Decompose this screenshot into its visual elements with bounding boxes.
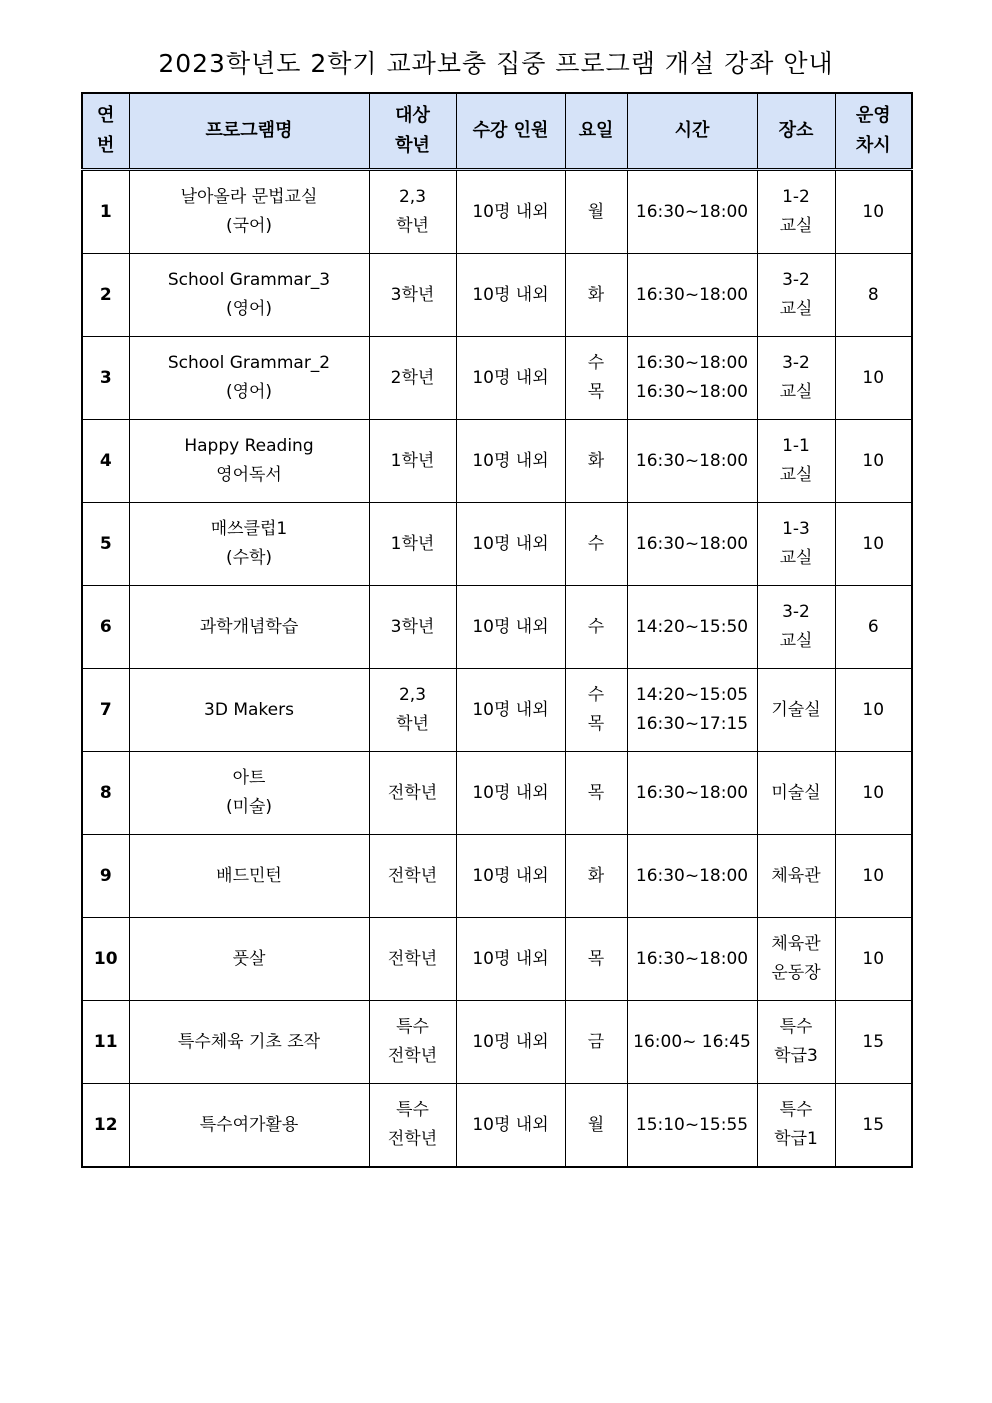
target-cell-line: 2,3 [398, 685, 427, 705]
place-cell-line: 교실 [779, 465, 813, 485]
place-cell-line: 체육관 [771, 934, 821, 954]
place-cell-line: 교실 [779, 216, 813, 236]
day-cell [565, 835, 627, 918]
header-time: 시간 [627, 93, 757, 170]
table-row [82, 752, 912, 835]
row-number-cell: 3 [82, 337, 129, 420]
place-cell [757, 420, 835, 503]
table-row [82, 503, 912, 586]
time-cell [627, 835, 757, 918]
time-cell-line: 16:30~18:00 [635, 865, 749, 886]
table-row [82, 420, 912, 503]
place-cell [757, 337, 835, 420]
capacity-cell: 10명 내외 [456, 669, 565, 752]
day-cell-line: 목 [587, 714, 605, 734]
table-row [82, 1084, 912, 1168]
target-cell-line: 전학년 [387, 782, 438, 803]
place-cell-line: 3-2 [782, 353, 810, 373]
program-cell-line: (국어) [225, 216, 273, 236]
row-number-cell: 6 [82, 586, 129, 669]
time-cell-line: 16:00~ 16:45 [633, 1031, 751, 1052]
place-cell-line: 기술실 [771, 699, 821, 720]
program-cell-line: School Grammar_3 [167, 270, 331, 290]
program-cell-line: Happy Reading [184, 436, 314, 456]
time-cell [627, 669, 757, 752]
place-cell [757, 586, 835, 669]
target-cell [369, 835, 456, 918]
place-cell-line: 체육관 [771, 865, 821, 886]
capacity-cell: 10명 내외 [456, 918, 565, 1001]
program-cell-line: 배드민턴 [216, 865, 282, 886]
sessions-cell: 6 [835, 586, 912, 669]
program-cell [129, 586, 369, 669]
program-cell-line: (영어) [225, 382, 273, 402]
row-number-cell: 1 [82, 170, 129, 254]
table-row [82, 669, 912, 752]
time-cell [627, 337, 757, 420]
sessions-cell: 10 [835, 669, 912, 752]
program-table [81, 92, 913, 1168]
place-cell [757, 170, 835, 254]
capacity-cell: 10명 내외 [456, 752, 565, 835]
table-row [82, 170, 912, 254]
program-cell [129, 1001, 369, 1084]
time-cell [627, 1001, 757, 1084]
header-target-line: 학년 [395, 135, 430, 156]
time-cell-line: 15:10~15:55 [635, 1114, 749, 1135]
time-cell-line: 16:30~17:15 [635, 714, 749, 734]
target-cell-line: 전학년 [387, 865, 438, 886]
row-number-cell: 9 [82, 835, 129, 918]
place-cell [757, 835, 835, 918]
program-cell [129, 835, 369, 918]
program-cell-line: 3D Makers [204, 699, 294, 720]
page-title: 2023학년도 2학기 교과보충 집중 프로그램 개설 강좌 안내 [158, 49, 834, 78]
place-cell-line: 3-2 [782, 602, 810, 622]
day-cell-line: 월 [587, 1114, 605, 1135]
program-cell-line: (수학) [225, 548, 273, 568]
row-number-cell: 5 [82, 503, 129, 586]
header-no [82, 93, 129, 170]
time-cell [627, 586, 757, 669]
day-cell-line: 목 [587, 382, 605, 402]
header-target [369, 93, 456, 170]
capacity-cell: 10명 내외 [456, 1084, 565, 1168]
day-cell [565, 420, 627, 503]
sessions-cell: 10 [835, 503, 912, 586]
table-row [82, 918, 912, 1001]
time-cell-line: 16:30~18:00 [635, 948, 749, 969]
target-cell [369, 170, 456, 254]
program-cell [129, 170, 369, 254]
place-cell [757, 1001, 835, 1084]
place-cell-line: 교실 [779, 382, 813, 402]
program-cell-line: 날아올라 문법교실 [180, 187, 318, 207]
program-cell [129, 1084, 369, 1168]
time-cell [627, 170, 757, 254]
program-cell [129, 752, 369, 835]
time-cell [627, 420, 757, 503]
header-place: 장소 [757, 93, 835, 170]
day-cell-line: 금 [587, 1031, 605, 1052]
place-cell-line: 1-3 [782, 519, 810, 539]
table-row [82, 337, 912, 420]
program-cell-line: 영어독서 [216, 465, 282, 485]
place-cell-line: 운동장 [771, 963, 821, 983]
header-day: 요일 [565, 93, 627, 170]
target-cell-line: 특수 [396, 1017, 429, 1037]
time-cell-line: 14:20~15:05 [635, 685, 749, 705]
program-cell [129, 918, 369, 1001]
day-cell [565, 1001, 627, 1084]
place-cell-line: 학급1 [774, 1129, 818, 1149]
time-cell [627, 752, 757, 835]
capacity-cell: 10명 내외 [456, 337, 565, 420]
day-cell-line: 화 [587, 865, 605, 886]
place-cell-line: 특수 [779, 1017, 813, 1037]
capacity-cell: 10명 내외 [456, 1001, 565, 1084]
time-cell-line: 16:30~18:00 [635, 201, 749, 222]
program-cell [129, 503, 369, 586]
sessions-cell: 10 [835, 170, 912, 254]
header-sessions [835, 93, 912, 170]
target-cell-line: 3학년 [390, 284, 435, 305]
target-cell-line: 2,3 [398, 187, 427, 207]
row-number-cell: 11 [82, 1001, 129, 1084]
place-cell-line: 학급3 [774, 1046, 818, 1066]
table-row [82, 1001, 912, 1084]
day-cell-line: 수 [587, 616, 605, 637]
program-cell [129, 420, 369, 503]
target-cell-line: 학년 [396, 714, 429, 734]
place-cell [757, 918, 835, 1001]
program-cell-line: (미술) [225, 797, 273, 817]
target-cell-line: 2학년 [390, 367, 435, 388]
place-cell [757, 669, 835, 752]
target-cell [369, 254, 456, 337]
time-cell [627, 1084, 757, 1168]
program-cell [129, 669, 369, 752]
table-row [82, 835, 912, 918]
program-cell-line: (영어) [225, 299, 273, 319]
time-cell-line: 16:30~18:00 [635, 382, 749, 402]
program-cell-line: 특수체육 기초 조작 [177, 1031, 321, 1052]
sessions-cell: 10 [835, 752, 912, 835]
capacity-cell: 10명 내외 [456, 254, 565, 337]
place-cell [757, 254, 835, 337]
place-cell-line: 미술실 [771, 782, 821, 803]
program-cell-line: 특수여가활용 [199, 1114, 299, 1135]
header-sessions-line: 차시 [855, 135, 891, 156]
program-cell-line: School Grammar_2 [167, 353, 331, 373]
header-sessions-line: 운영 [855, 105, 891, 126]
header-program: 프로그램명 [129, 93, 369, 170]
target-cell [369, 752, 456, 835]
program-cell-line: 풋살 [232, 948, 266, 969]
place-cell [757, 752, 835, 835]
time-cell [627, 254, 757, 337]
place-cell-line: 1-2 [782, 187, 810, 207]
time-cell-line: 16:30~18:00 [635, 533, 749, 554]
row-number-cell: 10 [82, 918, 129, 1001]
target-cell [369, 337, 456, 420]
table-row [82, 254, 912, 337]
place-cell-line: 1-1 [782, 436, 810, 456]
capacity-cell: 10명 내외 [456, 503, 565, 586]
day-cell [565, 254, 627, 337]
sessions-cell: 15 [835, 1001, 912, 1084]
day-cell [565, 586, 627, 669]
place-cell-line: 3-2 [782, 270, 810, 290]
place-cell-line: 교실 [779, 631, 813, 651]
table-row [82, 586, 912, 669]
target-cell [369, 503, 456, 586]
time-cell-line: 16:30~18:00 [635, 353, 749, 373]
target-cell-line: 학년 [396, 216, 429, 236]
capacity-cell: 10명 내외 [456, 835, 565, 918]
sessions-cell: 10 [835, 337, 912, 420]
target-cell [369, 1084, 456, 1168]
header-no-line: 연 [97, 105, 115, 126]
row-number-cell: 8 [82, 752, 129, 835]
sessions-cell: 10 [835, 918, 912, 1001]
row-number-cell: 2 [82, 254, 129, 337]
row-number-cell: 7 [82, 669, 129, 752]
day-cell [565, 752, 627, 835]
day-cell [565, 337, 627, 420]
table-header-row [82, 93, 912, 170]
target-cell [369, 586, 456, 669]
day-cell-line: 화 [587, 450, 605, 471]
day-cell [565, 669, 627, 752]
day-cell-line: 화 [587, 284, 605, 305]
target-cell [369, 669, 456, 752]
sessions-cell: 8 [835, 254, 912, 337]
day-cell [565, 918, 627, 1001]
program-cell-line: 과학개념학습 [199, 616, 299, 637]
place-cell-line: 교실 [779, 548, 813, 568]
target-cell-line: 전학년 [387, 1046, 438, 1066]
place-cell-line: 교실 [779, 299, 813, 319]
time-cell [627, 918, 757, 1001]
target-cell-line: 1학년 [390, 533, 435, 554]
time-cell-line: 16:30~18:00 [635, 450, 749, 471]
time-cell-line: 16:30~18:00 [635, 284, 749, 305]
target-cell-line: 전학년 [387, 948, 438, 969]
day-cell [565, 503, 627, 586]
program-cell [129, 337, 369, 420]
target-cell [369, 918, 456, 1001]
table-body [82, 170, 912, 1168]
target-cell [369, 1001, 456, 1084]
day-cell-line: 목 [587, 948, 605, 969]
program-cell-line: 매쓰클럽1 [210, 519, 288, 539]
target-cell-line: 특수 [396, 1100, 429, 1120]
target-cell-line: 1학년 [390, 450, 435, 471]
time-cell-line: 16:30~18:00 [635, 782, 749, 803]
header-no-line: 번 [97, 135, 115, 156]
day-cell-line: 수 [587, 353, 605, 373]
place-cell-line: 특수 [779, 1100, 813, 1120]
day-cell-line: 수 [587, 533, 605, 554]
program-cell [129, 254, 369, 337]
target-cell-line: 3학년 [390, 616, 435, 637]
day-cell-line: 수 [587, 685, 605, 705]
sessions-cell: 10 [835, 835, 912, 918]
capacity-cell: 10명 내외 [456, 170, 565, 254]
target-cell-line: 전학년 [387, 1129, 438, 1149]
program-cell-line: 아트 [232, 768, 266, 788]
target-cell [369, 420, 456, 503]
header-target-line: 대상 [395, 105, 430, 126]
sessions-cell: 15 [835, 1084, 912, 1168]
day-cell-line: 목 [587, 782, 605, 803]
capacity-cell: 10명 내외 [456, 420, 565, 503]
place-cell [757, 1084, 835, 1168]
row-number-cell: 12 [82, 1084, 129, 1168]
day-cell-line: 월 [587, 201, 605, 222]
sessions-cell: 10 [835, 420, 912, 503]
header-capacity: 수강 인원 [456, 93, 565, 170]
capacity-cell: 10명 내외 [456, 586, 565, 669]
day-cell [565, 1084, 627, 1168]
time-cell [627, 503, 757, 586]
day-cell [565, 170, 627, 254]
place-cell [757, 503, 835, 586]
row-number-cell: 4 [82, 420, 129, 503]
time-cell-line: 14:20~15:50 [635, 616, 749, 637]
